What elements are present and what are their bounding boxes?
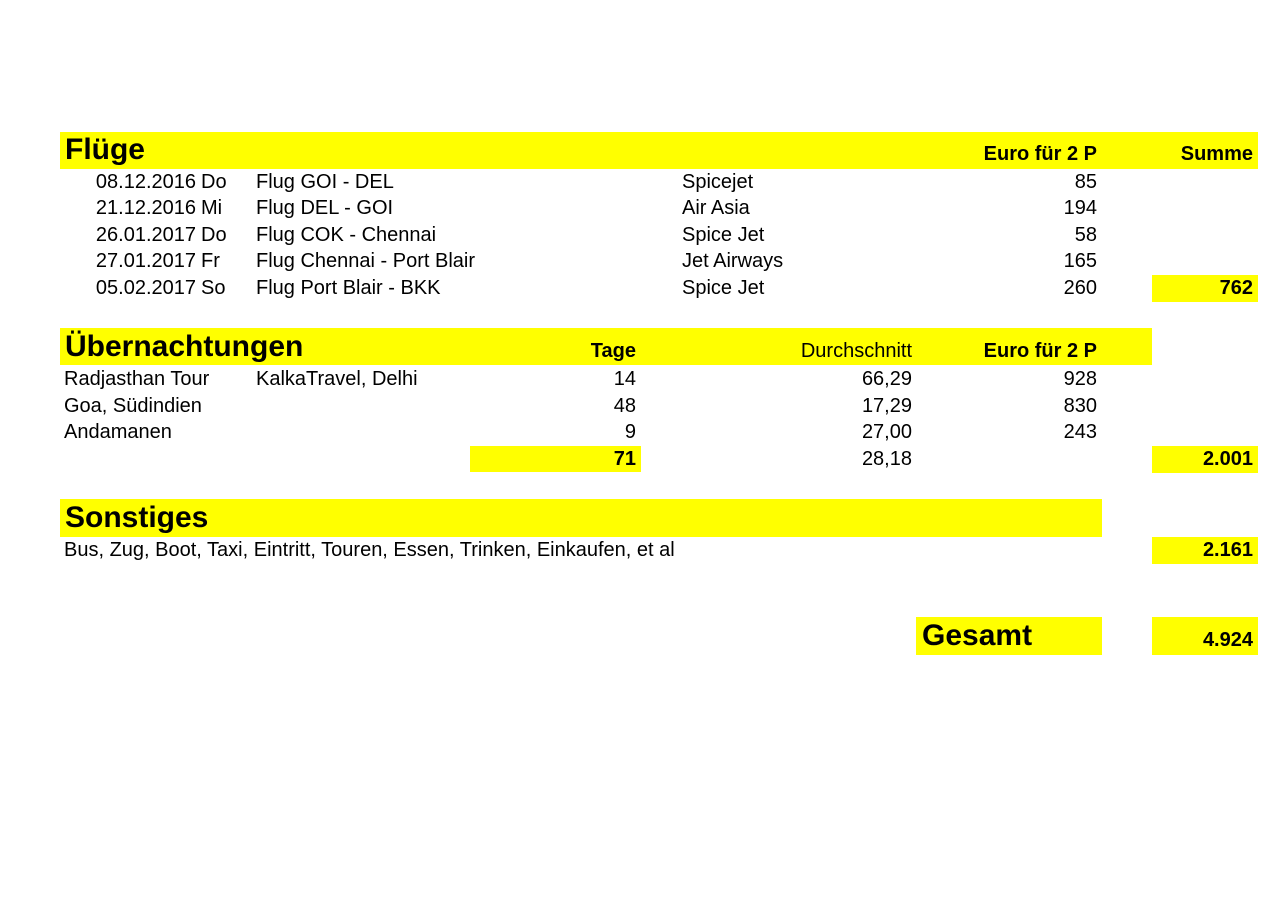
flight-day: Fr (201, 250, 220, 272)
flight-day: Do (201, 224, 227, 246)
uebernachtungen-col-durchschnitt: Durchschnitt (800, 340, 912, 362)
flight-airline: Spicejet (682, 171, 754, 193)
flight-route: Flug GOI - DEL (256, 171, 394, 193)
fluege-col-summe: Summe (1180, 143, 1253, 165)
uebernachtungen-total-durchschnitt: 28,18 (861, 448, 912, 470)
uebernachtungen-total-tage: 71 (613, 448, 636, 470)
stay-euro: 243 (1063, 421, 1097, 443)
sonstiges-title: Sonstiges (65, 501, 209, 534)
uebernachtungen-title: Übernachtungen (65, 330, 304, 363)
gesamt-label: Gesamt (922, 619, 1033, 652)
flight-route: Flug Port Blair - BKK (256, 277, 441, 299)
sonstiges-summe: 2.161 (1202, 539, 1253, 561)
stay-place: Andamanen (64, 421, 172, 443)
sonstiges-description: Bus, Zug, Boot, Taxi, Eintritt, Touren, Essen, Trinken, Einkaufen, et al (64, 539, 675, 561)
stay-place: Goa, Südindien (64, 395, 202, 417)
flight-route: Flug DEL - GOI (256, 197, 394, 219)
flight-date: 08.12.2016 (95, 171, 196, 193)
uebernachtungen-col-euro: Euro für 2 P (983, 340, 1097, 362)
flight-date: 26.01.2017 (95, 224, 196, 246)
flight-euro: 165 (1063, 250, 1097, 272)
stay-tage: 9 (624, 421, 636, 443)
stay-durchschnitt: 17,29 (861, 395, 912, 417)
stay-euro: 928 (1063, 368, 1097, 390)
stay-durchschnitt: 27,00 (861, 421, 912, 443)
flight-route: Flug COK - Chennai (256, 224, 437, 246)
flight-euro: 58 (1074, 224, 1097, 246)
stay-place: Radjasthan Tour (64, 368, 210, 390)
stay-euro: 830 (1063, 395, 1097, 417)
flight-date: 21.12.2016 (95, 197, 196, 219)
flight-airline: Spice Jet (682, 277, 765, 299)
stay-tage: 14 (613, 368, 636, 390)
flight-euro: 85 (1074, 171, 1097, 193)
fluege-summe: 762 (1219, 277, 1253, 299)
fluege-title: Flüge (65, 133, 145, 166)
stay-provider: KalkaTravel, Delhi (256, 368, 418, 390)
flight-airline: Air Asia (682, 197, 750, 219)
flight-euro: 260 (1063, 277, 1097, 299)
flight-date: 05.02.2017 (95, 277, 196, 299)
flight-day: Mi (201, 197, 223, 219)
flight-route: Flug Chennai - Port Blair (256, 250, 475, 272)
sonstiges-header-band (60, 499, 1102, 537)
stay-durchschnitt: 66,29 (861, 368, 912, 390)
flight-day: Do (201, 171, 227, 193)
flight-day: So (201, 277, 226, 299)
fluege-col-euro: Euro für 2 P (983, 143, 1097, 165)
flight-date: 27.01.2017 (95, 250, 196, 272)
flight-airline: Jet Airways (682, 250, 784, 272)
uebernachtungen-summe: 2.001 (1202, 448, 1253, 470)
flight-airline: Spice Jet (682, 224, 765, 246)
gesamt-value: 4.924 (1202, 629, 1253, 651)
stay-tage: 48 (613, 395, 636, 417)
uebernachtungen-col-tage: Tage (590, 340, 636, 362)
flight-euro: 194 (1063, 197, 1097, 219)
